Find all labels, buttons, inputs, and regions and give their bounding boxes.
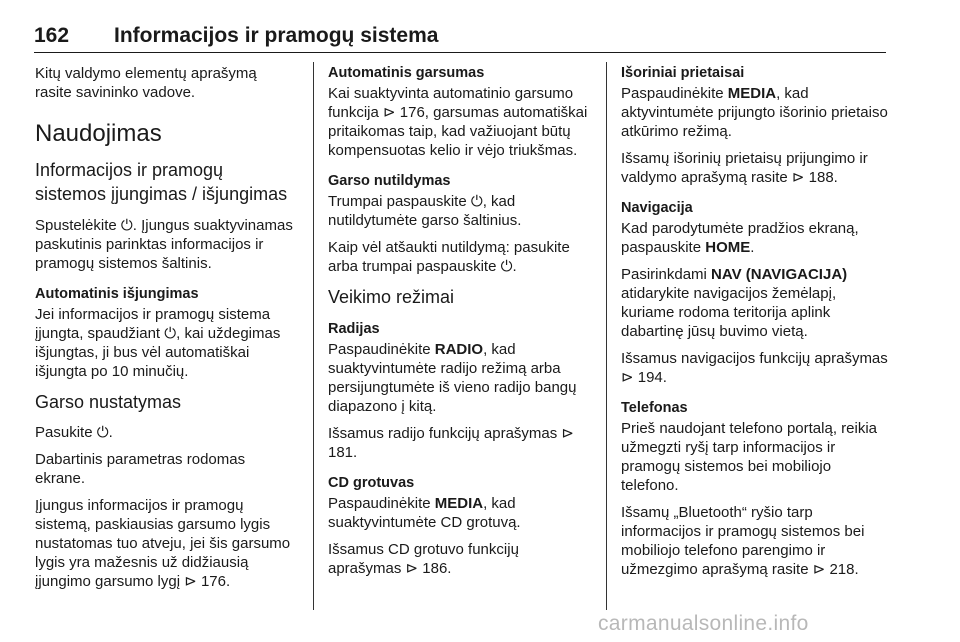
radio-text-2: Išsamus radijo funkcijų aprašymas ⊳ 181. bbox=[328, 425, 574, 461]
nav-key: NAV (NAVIGACIJA) bbox=[711, 266, 848, 283]
heading-autovol: Automatinis garsumas bbox=[328, 65, 485, 81]
nav-text-1 bbox=[621, 219, 891, 257]
heading-volume: Garso nustatymas bbox=[35, 392, 182, 412]
heading-ext: Išoriniai prietaisai bbox=[621, 65, 745, 81]
nav-text-2b: atidarykite navigacijos žemėlapį, kuriame rodoma teritorija aplink dabartinę jūsų buvimo vietą. bbox=[621, 285, 837, 340]
nav-text-1b: . bbox=[750, 239, 755, 256]
heading-mute: Garso nutildymas bbox=[328, 173, 451, 189]
nav-text-3: Išsamus navigacijos funkcijų aprašymas ⊳ 194. bbox=[621, 350, 888, 386]
ext-text-1a: Paspaudinėkite bbox=[621, 85, 728, 102]
heading-autooff: Automatinis išjungimas bbox=[35, 286, 199, 302]
heading-onoff: Informacijos ir pramogų sistemos įjungimas / išjungimas bbox=[35, 160, 288, 204]
ext-text-1 bbox=[621, 84, 891, 141]
column-divider-1 bbox=[313, 62, 314, 610]
home-key: HOME bbox=[705, 239, 751, 256]
mute-text-1: Trumpai paspauskite ⏻, kad nutildytumėte garso šaltinius. bbox=[328, 193, 522, 229]
radio-key: RADIO bbox=[434, 341, 484, 358]
volume-text-2: Dabartinis parametras rodomas ekrane. bbox=[35, 451, 246, 487]
nav-text-2 bbox=[621, 265, 891, 341]
intro-text: Kitų valdymo elementų aprašymą rasite savininko vadove. bbox=[35, 65, 257, 101]
page-header bbox=[34, 22, 886, 53]
ext-key: MEDIA bbox=[727, 85, 777, 102]
cd-text-1b: , kad suaktyvintumėte CD grotuvą. bbox=[328, 495, 521, 531]
radio-text-1 bbox=[328, 340, 596, 416]
volume-text-3: Įjungus informacijos ir pramogų sistemą, paskiausias garsumo lygis nustatomas tuo atveju, jei šis garsumo lygis yra mažesnis už didžiausią įjungimo garsumo lygį ⊳ 176. bbox=[35, 497, 291, 590]
cd-text-2: Išsamus CD grotuvo funkcijų aprašymas ⊳ 186. bbox=[328, 541, 519, 577]
column-2 bbox=[328, 64, 596, 586]
column-3 bbox=[621, 64, 891, 587]
heading-radio: Radijas bbox=[328, 321, 380, 337]
autooff-text: Jei informacijos ir pramogų sistema įjungta, spaudžiant ⏻, kai uždegimas išjungtas, ji bus vėl automatiškai išjungta po 10 minučių. bbox=[35, 306, 281, 380]
heading-nav: Navigacija bbox=[621, 200, 693, 216]
heading-cd: CD grotuvas bbox=[328, 475, 415, 491]
nav-text-2a: Pasirinkdami bbox=[621, 266, 712, 283]
cd-text-1 bbox=[328, 494, 596, 532]
radio-text-1b: , kad suaktyvintumėte radijo režimą arba persijungtumėte iš vieno radijo bangų diapazono į kitą. bbox=[328, 341, 577, 415]
ext-text-1b: , kad aktyvintumėte prijungto išorinio prietaiso atkūrimo režimą. bbox=[621, 85, 888, 140]
heading-modes: Veikimo režimai bbox=[328, 287, 455, 307]
page-number: 162 bbox=[34, 24, 70, 47]
phone-text-1: Prieš naudojant telefono portalą, reikia užmegzti ryšį tarp informacijos ir pramogų sistemos bei mobiliojo telefono. bbox=[621, 420, 877, 494]
radio-text-1a: Paspaudinėkite bbox=[328, 341, 435, 358]
mute-text-2: Kaip vėl atšaukti nutildymą: pasukite arba trumpai paspauskite ⏻. bbox=[328, 239, 570, 275]
watermark: carmanualsonline.info bbox=[598, 612, 809, 635]
column-divider-2 bbox=[606, 62, 607, 610]
cd-key: MEDIA bbox=[434, 495, 484, 512]
heading-phone: Telefonas bbox=[621, 400, 688, 416]
cd-text-1a: Paspaudinėkite bbox=[328, 495, 435, 512]
nav-text-1a: Kad parodytumėte pradžios ekraną, paspauskite bbox=[621, 220, 859, 256]
ext-text-2: Išsamų išorinių prietaisų prijungimo ir valdymo aprašymą rasite ⊳ 188. bbox=[621, 150, 868, 186]
volume-text-1: Pasukite ⏻. bbox=[35, 424, 113, 441]
column-1 bbox=[35, 64, 297, 599]
phone-text-2: Išsamų „Bluetooth“ ryšio tarp informacijos ir pramogų sistemos bei mobiliojo telefono parengimo ir užmezgimo aprašymą rasite ⊳ 218. bbox=[621, 504, 865, 578]
heading-usage: Naudojimas bbox=[35, 120, 162, 147]
onoff-text: Spustelėkite ⏻. Įjungus suaktyvinamas paskutinis parinktas informacijos ir pramogų sistemos šaltinis. bbox=[35, 217, 293, 272]
autovol-text: Kai suaktyvinta automatinio garsumo funkcija ⊳ 176, garsumas automatiškai pritaikomas taip, kad važiuojant būtų kompensuotas kelio ir vėjo triukšmas. bbox=[328, 85, 588, 159]
page-title: Informacijos ir pramogų sistema bbox=[114, 24, 439, 47]
